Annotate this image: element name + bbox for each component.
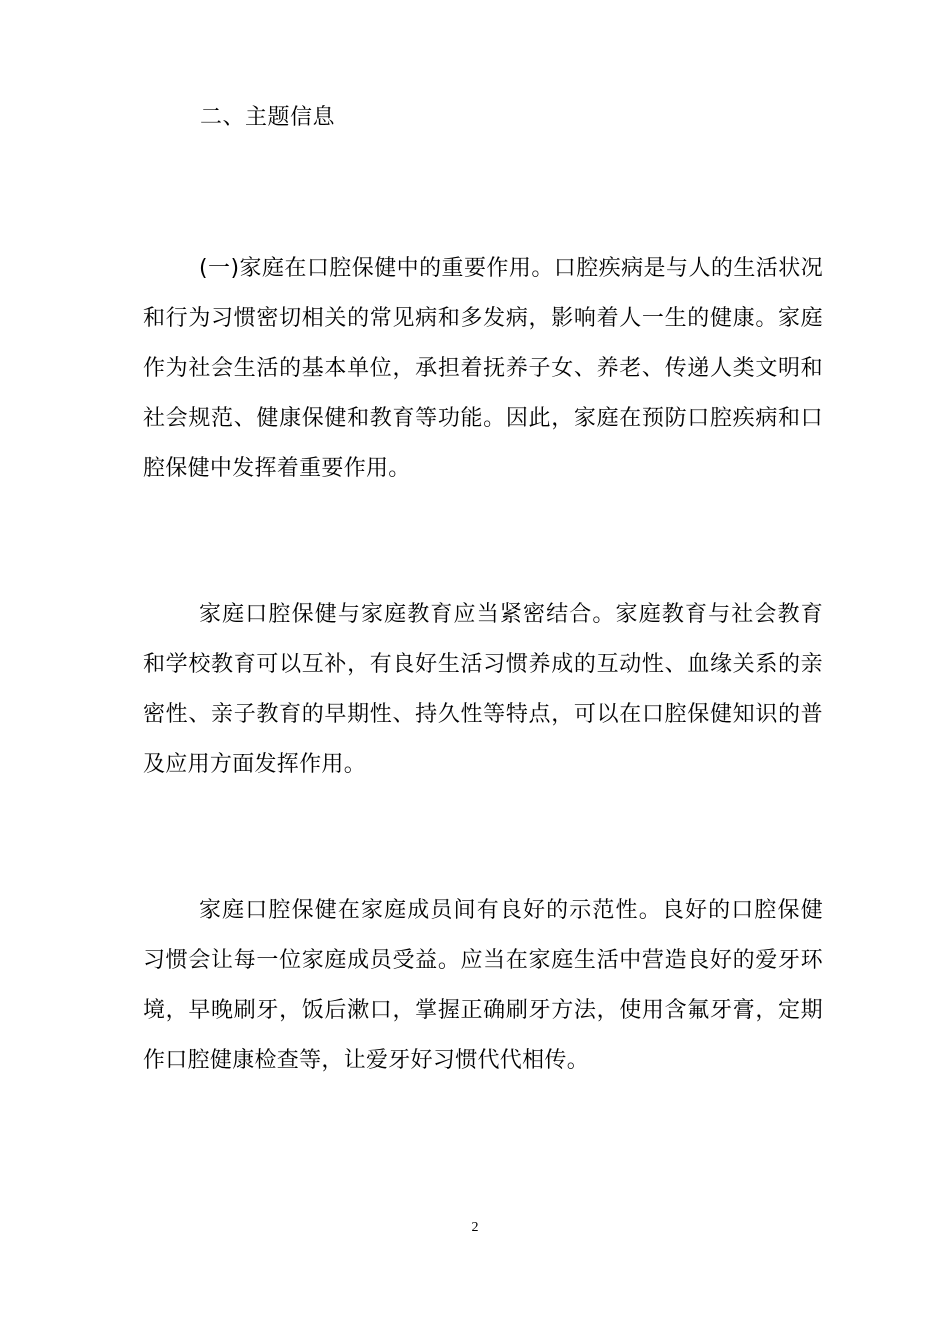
paragraph-family-education: 家庭口腔保健与家庭教育应当紧密结合。家庭教育与社会教育和学校教育可以互补，有良好生活习惯养成的互动性、血缘关系的亲密性、亲子教育的早期性、持久性等特点，可以在口腔保健知识的普及应用方面发挥作用。: [143, 602, 823, 777]
page-number: 2: [471, 1220, 479, 1235]
paragraph-family-example: 家庭口腔保健在家庭成员间有良好的示范性。良好的口腔保健习惯会让每一位家庭成员受益。应当在家庭生活中营造良好的爱牙环境，早晚刷牙，饭后漱口，掌握正确刷牙方法，使用含氟牙膏，定期作口腔健康检查等，让爱牙好习惯代代相传。: [143, 898, 823, 1073]
section-heading: 二、主题信息: [200, 105, 336, 130]
paragraph-family-role: (一)家庭在口腔保健中的重要作用。口腔疾病是与人的生活状况和行为习惯密切相关的常见病和多发病，影响着人一生的健康。家庭作为社会生活的基本单位，承担着抚养子女、养老、传递人类文明和社会规范、健康保健和教育等功能。因此，家庭在预防口腔疾病和口腔保健中发挥着重要作用。: [143, 256, 823, 481]
